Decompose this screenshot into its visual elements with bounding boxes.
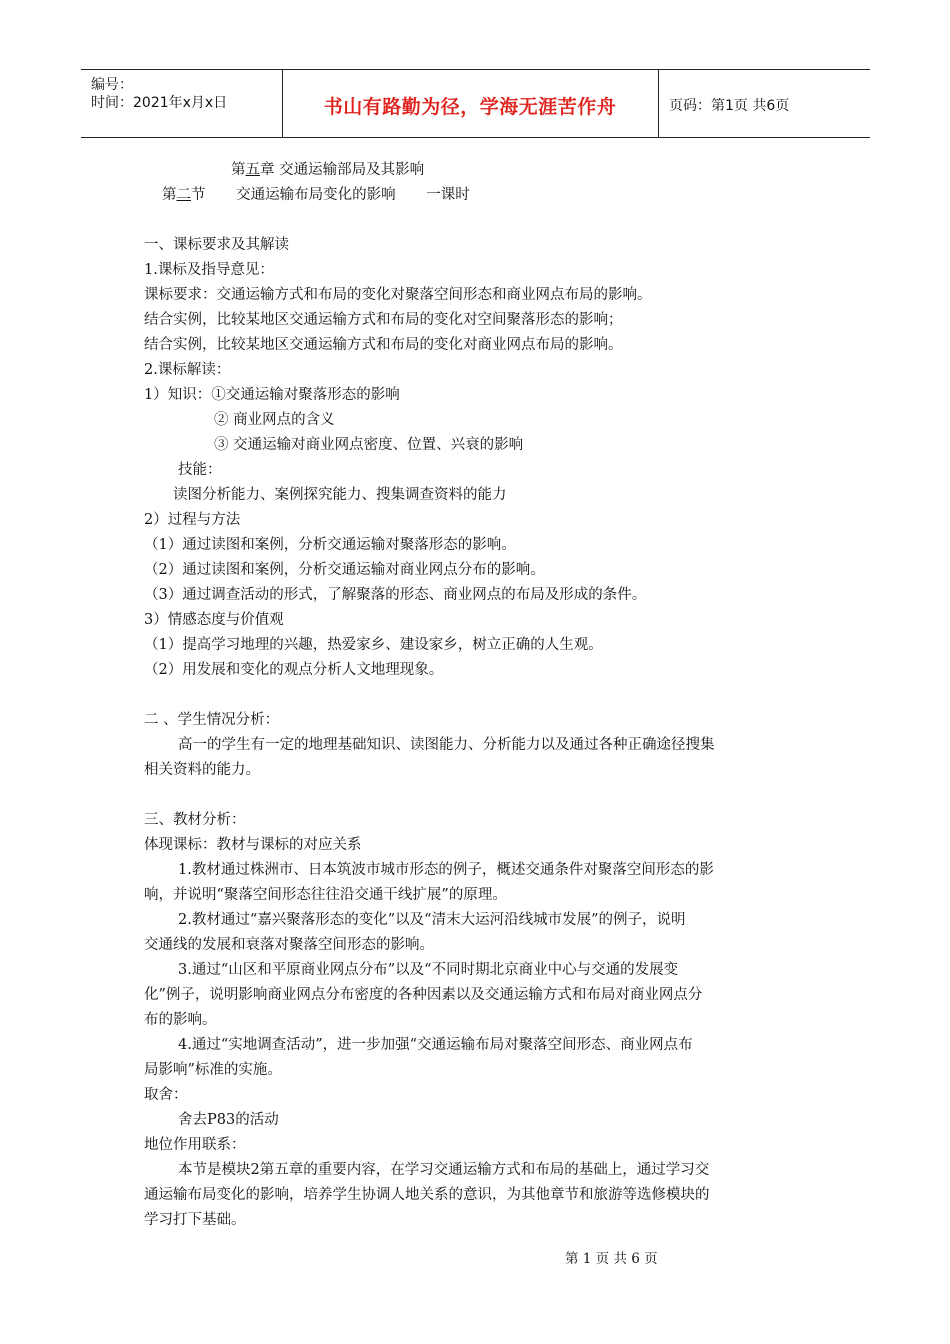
text-line: 3.通过“山区和平原商业网点分布”以及“不同时期北京商业中心与交通的发展变 [178, 962, 679, 978]
text-line: 3）情感态度与价值观 [144, 612, 284, 628]
text-line: 结合实例，比较某地区交通运输方式和布局的变化对商业网点布局的影响。 [144, 337, 623, 353]
text-line: 地位作用联系： [144, 1137, 246, 1153]
text-line: 读图分析能力、案例探究能力、搜集调查资料的能力 [173, 487, 507, 503]
heading-2: 二 、学生情况分析： [144, 712, 280, 728]
text-line: 交通线的发展和衰落对聚落空间形态的影响。 [144, 937, 434, 953]
header-page-cell [659, 70, 870, 137]
header-motto-cell [282, 70, 659, 137]
motto: 书山有路勤为径，学海无涯苦作舟 [323, 96, 617, 118]
page-footer: 第 1 页 共 6 页 [565, 1251, 658, 1267]
text-line: 舍去P83的活动 [178, 1112, 279, 1128]
text-line: 本节是模块2第五章的重要内容，在学习交通运输方式和布局的基础上，通过学习交 [178, 1162, 710, 1178]
section-period: 一课时 [426, 187, 470, 203]
text-line: 高一的学生有一定的地理基础知识、读图能力、分析能力以及通过各种正确途径搜集 [178, 737, 715, 753]
text-line: （1）提高学习地理的兴趣，热爱家乡、建设家乡，树立正确的人生观。 [144, 637, 603, 653]
text-line: ② 商业网点的含义 [214, 412, 335, 428]
heading-1: 一、课标要求及其解读 [144, 237, 289, 253]
text-line: 1.教材通过株洲市、日本筑波市城市形态的例子，概述交通条件对聚落空间形态的影 [178, 862, 714, 878]
section-name: 交通运输布局变化的影响 [236, 187, 396, 203]
text-line: （3）通过调查活动的形式，了解聚落的形态、商业网点的布局及形成的条件。 [144, 587, 647, 603]
text-line: 学习打下基础。 [144, 1212, 246, 1228]
text-line: 布的影响。 [144, 1012, 217, 1028]
number-label: 编号： [91, 77, 133, 93]
text-line: （2）用发展和变化的观点分析人文地理现象。 [144, 662, 444, 678]
section-number: 二 [176, 187, 191, 203]
text-line: 课标要求：交通运输方式和布局的变化对聚落空间形态和商业网点布局的影响。 [144, 287, 652, 303]
text-line: 2.教材通过“嘉兴聚落形态的变化”以及“清末大运河沿线城市发展”的例子，说明 [178, 912, 686, 928]
text-line: 1.课标及指导意见： [144, 262, 274, 278]
text-line: 4.通过“实地调查活动”，进一步加强“交通运输布局对聚落空间形态、商业网点布 [178, 1037, 693, 1053]
text-line: 化”例子，说明影响商业网点分布密度的各种因素以及交通运输方式和布局对商业网点分 [144, 987, 703, 1003]
text-line: （1）通过读图和案例，分析交通运输对聚落形态的影响。 [144, 537, 516, 553]
text-line: 通运输布局变化的影响，培养学生协调人地关系的意识，为其他章节和旅游等选修模块的 [144, 1187, 710, 1203]
text-line: 相关资料的能力。 [144, 762, 260, 778]
date-label: 时间：2021年x月x日 [91, 95, 228, 111]
text-line: 2.课标解读： [144, 362, 231, 378]
text-line: 局影响”标准的实施。 [144, 1062, 282, 1078]
chapter-title: 第五章 交通运输部局及其影响 [231, 162, 425, 178]
section-title: 第二节 交通运输布局变化的影响 一课时 [162, 187, 470, 203]
text-line: 1）知识：①交通运输对聚落形态的影响 [144, 387, 400, 403]
text-line: 技能： [178, 462, 222, 478]
text-line: 2）过程与方法 [144, 512, 241, 528]
text-line: 结合实例，比较某地区交通运输方式和布局的变化对空间聚落形态的影响； [144, 312, 623, 328]
text-line: 取舍： [144, 1087, 188, 1103]
header-table [81, 69, 870, 138]
text-line: ③ 交通运输对商业网点密度、位置、兴衰的影响 [214, 437, 524, 453]
page-label: 页码：第1页 共6页 [669, 98, 790, 114]
text-line: （2）通过读图和案例，分析交通运输对商业网点分布的影响。 [144, 562, 545, 578]
heading-3: 三、教材分析： [144, 812, 246, 828]
header-info-cell [81, 70, 283, 137]
chapter-number: 五 [245, 162, 260, 178]
text-line: 体现课标：教材与课标的对应关系 [144, 837, 362, 853]
text-line: 响，并说明“聚落空间形态往往沿交通干线扩展”的原理。 [144, 887, 507, 903]
